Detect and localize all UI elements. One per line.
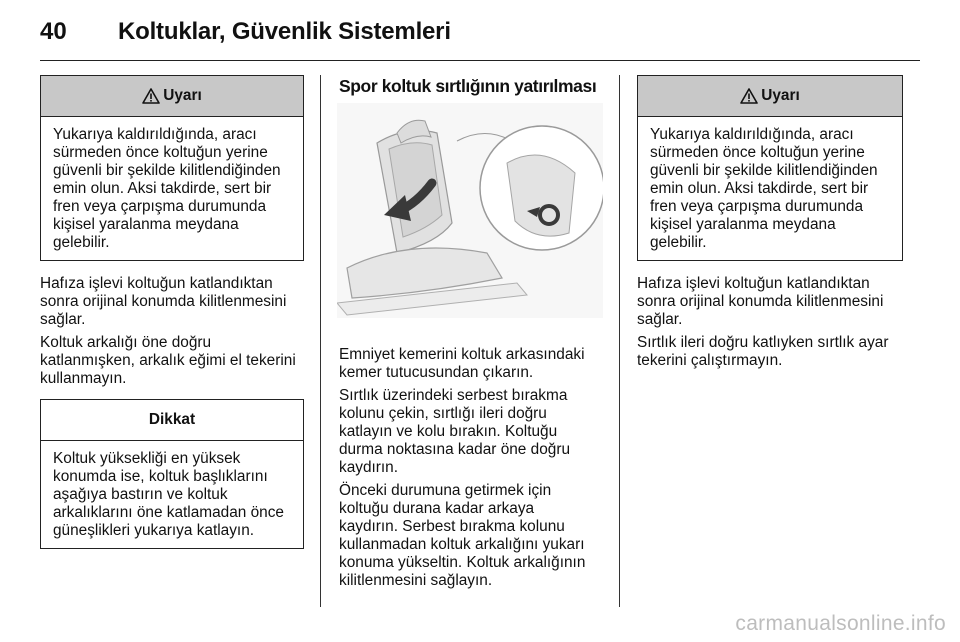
page-number: 40 [40, 18, 67, 45]
column-1 [40, 75, 304, 559]
caution-box [40, 399, 304, 549]
paragraph: Hafıza işlevi koltuğun katlandıktan sonra orijinal konumda kilitlenmesini sağlar. [637, 275, 884, 328]
paragraph: Koltuk arkalığı öne doğru katlanmışken, arkalık eğimi el tekerini kullanmayın. [40, 334, 296, 387]
page-title: Koltuklar, Güvenlik Sistemleri [118, 18, 451, 45]
warning-box [637, 75, 903, 261]
warning-box-title: Uyarı [761, 87, 800, 104]
warning-box-body: Yukarıya kaldırıldığında, aracı sürmeden önce koltuğun yerine güvenli bir şekilde kilitlendiğinden emin olun. Aksi takdirde, sert bir fren veya çarpışma durumunda kişisel yaralanma meydana gelebilir. [650, 126, 878, 251]
warning-triangle-icon [740, 88, 758, 104]
column-3 [637, 75, 903, 375]
warning-box-body: Yukarıya kaldırıldığında, aracı sürmeden önce koltuğun yerine güvenli bir şekilde kilitlendiğinden emin olun. Aksi takdirde, sert bir fren veya çarpışma durumunda kişisel yaralanma meydana gelebilir. [53, 126, 281, 251]
paragraph: Önceki durumuna getirmek için koltuğu durana kadar arkaya kaydırın. Serbest bırakma kolunu kullanmadan koltuk arkalığını yukarı konuma yükseltin. Koltuk arkalığının kilitlenmesini sağlayın. [339, 482, 586, 589]
page-header [40, 14, 451, 50]
warning-box [40, 75, 304, 261]
warning-box-header [41, 76, 303, 117]
caution-box-header [41, 400, 303, 441]
header-divider [40, 60, 920, 61]
warning-triangle-icon [142, 88, 160, 104]
section-heading: Spor koltuk sırtlığının yatırılması [339, 76, 597, 96]
warning-box-header [638, 76, 902, 117]
column-divider [320, 75, 321, 607]
column-2 [339, 75, 605, 595]
watermark: carmanualsonline.info [735, 612, 946, 635]
seat-illustration [337, 103, 603, 318]
paragraph: Hafıza işlevi koltuğun katlandıktan sonra orijinal konumda kilitlenmesini sağlar. [40, 275, 287, 328]
caution-box-body: Koltuk yüksekliği en yüksek konumda ise, koltuk başlıklarını aşağıya bastırın ve koltuk arkalıklarını öne katlamadan önce güneşlikleri yukarıya katlayın. [53, 450, 284, 539]
paragraph: Sırtlık ileri doğru katlıyken sırtlık ayar tekerini çalıştırmayın. [637, 334, 889, 369]
paragraph: Emniyet kemerini koltuk arkasındaki kemer tutucusundan çıkarın. [339, 346, 585, 381]
column-divider [619, 75, 620, 607]
warning-box-title: Uyarı [163, 87, 202, 104]
caution-box-title: Dikkat [148, 411, 196, 428]
paragraph: Sırtlık üzerindeki serbest bırakma kolunu çekin, sırtlığı ileri doğru katlayın ve kolu bırakın. Koltuğu durma noktasına kadar öne doğru kaydırın. [339, 387, 571, 476]
